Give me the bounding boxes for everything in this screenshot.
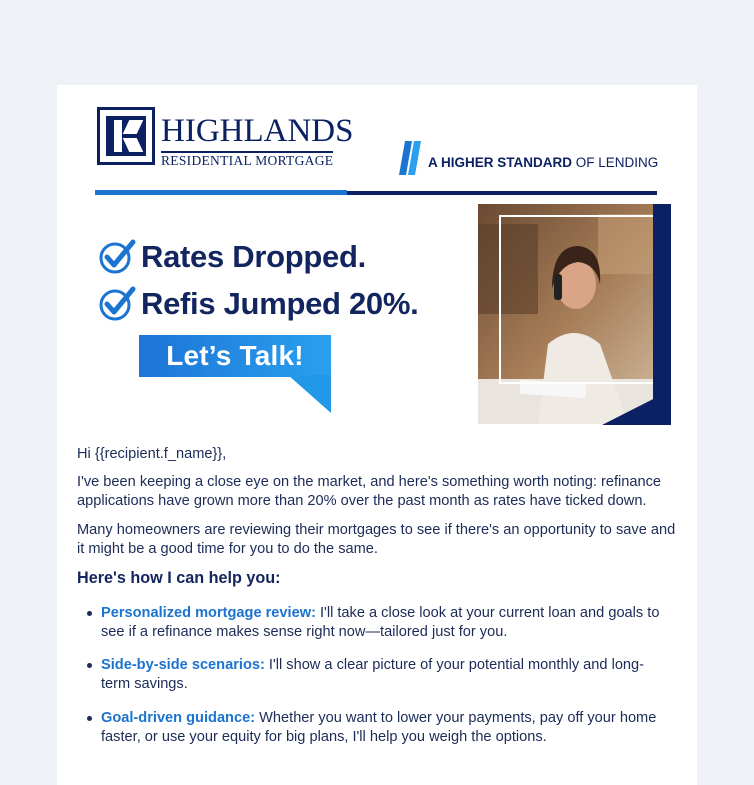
photo-frame xyxy=(499,215,656,384)
paragraph-homeowners: Many homeowners are reviewing their mortgages to see if there's an opportunity to save and it might be a good time for you to do the same. xyxy=(77,522,676,557)
list-item-lead: Side-by-side scenarios: xyxy=(101,657,265,673)
speech-bubble-tail xyxy=(288,375,331,413)
photo-accent-base xyxy=(602,390,671,425)
list-item-lead: Personalized mortgage review: xyxy=(101,605,316,621)
list-item-text: Whether you want to lower your payments, pay off your home faster, or use your equity for big plans, I'll help you weigh the options. xyxy=(101,710,657,745)
list-item-lead: Goal-driven guidance: xyxy=(101,710,256,726)
list-item xyxy=(101,604,673,642)
paragraph-market: I've been keeping a close eye on the market, and here's something worth noting: refinance applications have grown more than 20% over the past month as rates have ticked down. xyxy=(77,474,662,509)
bullet xyxy=(87,716,92,721)
hero-line-refis xyxy=(97,284,418,324)
help-heading: Here's how I can help you: xyxy=(77,569,281,587)
hero-line1-text: Rates Dropped. xyxy=(141,239,366,274)
list-item-text: I'll show a clear picture of your potential monthly and long-term savings. xyxy=(101,657,645,692)
greeting: Hi {{recipient.f_name}}, xyxy=(77,446,227,462)
bullet xyxy=(87,611,92,616)
list-item-text: I'll take a close look at your current loan and goals to see if a refinance makes sense right now—tailored just for you. xyxy=(101,605,660,640)
hero-line-rates xyxy=(97,237,366,277)
checkmark-icon xyxy=(97,284,137,324)
email-card xyxy=(57,85,697,785)
header-rule-blue xyxy=(95,190,347,195)
checkmark-icon xyxy=(97,237,137,277)
tagline xyxy=(428,155,658,170)
list-item xyxy=(101,656,673,694)
tagline-rest: OF LENDING xyxy=(572,155,659,170)
lets-talk-button[interactable]: Let’s Talk! xyxy=(139,335,331,377)
tagline-bold: A HIGHER STANDARD xyxy=(428,155,572,170)
header-rule-navy xyxy=(347,191,657,195)
bullet xyxy=(87,663,92,668)
list-item xyxy=(101,709,673,747)
highlands-logo-icon xyxy=(97,107,155,165)
brand-name: HIGHLANDS xyxy=(161,113,354,149)
hero-line2-text: Refis Jumped 20%. xyxy=(141,286,419,321)
brand-subtitle: RESIDENTIAL MORTGAGE xyxy=(161,153,334,168)
tagline-stripes-icon xyxy=(399,141,423,175)
